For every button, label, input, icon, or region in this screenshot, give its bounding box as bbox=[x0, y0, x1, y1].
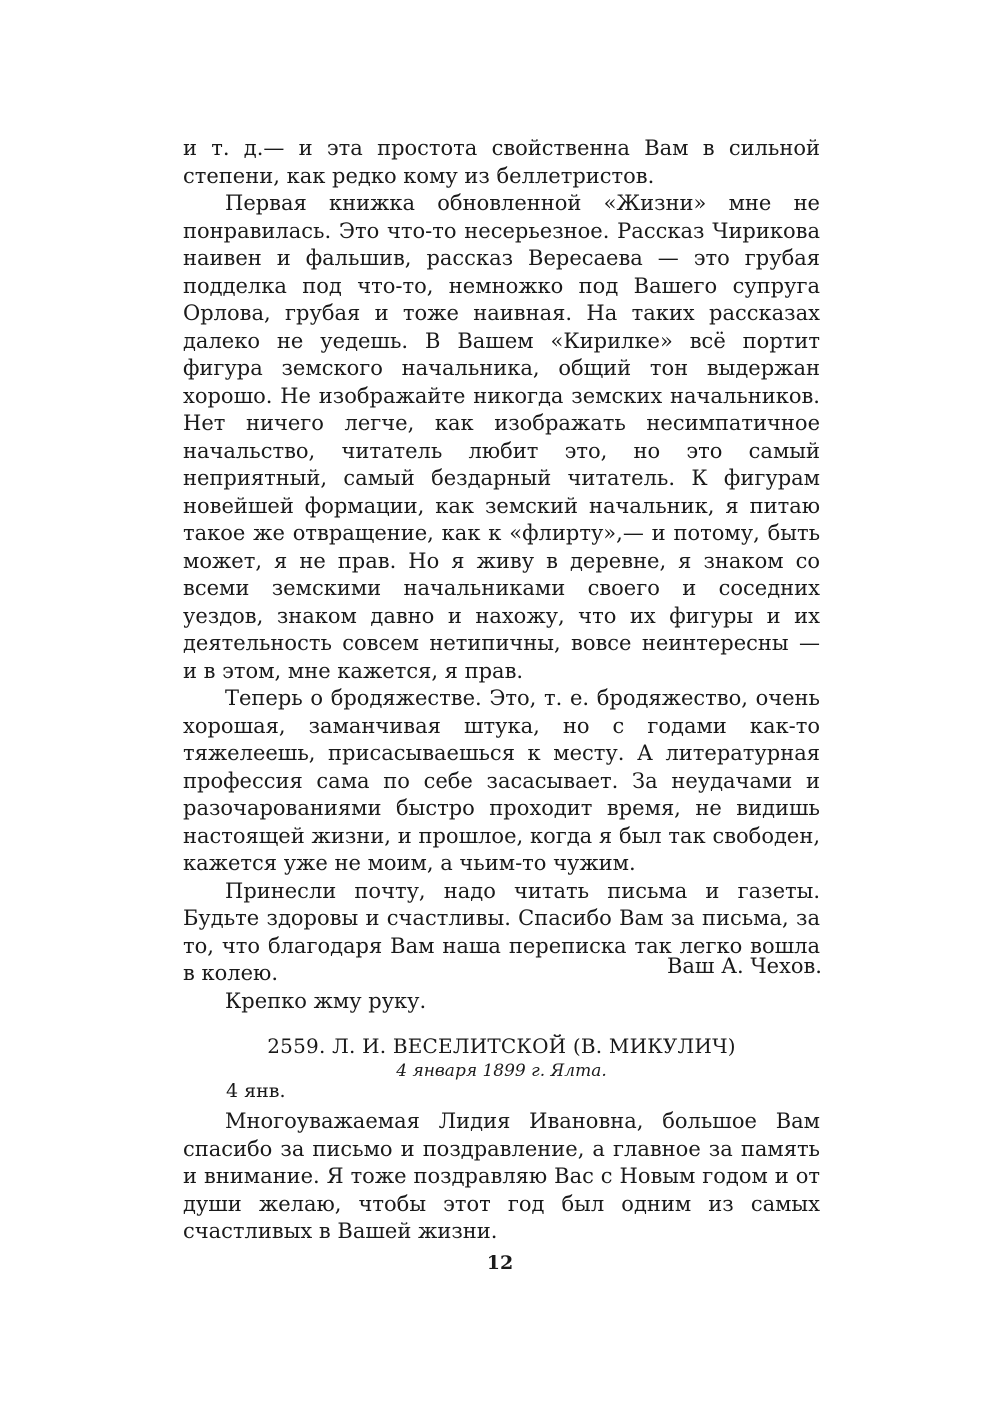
next-letter-paragraph-1: Многоуважаемая Лидия Ивановна, большое Вам спасибо за письмо и поздравление, а главное за память и внимание. Я тоже поздравляю Вас с Новым годом и от души желаю, чтобы этот год был одним из самых счастливых в Вашей жизни. bbox=[183, 1109, 820, 1243]
letter-continuation bbox=[183, 135, 820, 1015]
page-number: 12 bbox=[486, 1252, 514, 1274]
letter-dateline: 4 янв. bbox=[226, 1080, 286, 1102]
next-letter-body bbox=[183, 1108, 820, 1246]
paragraph-4: Принесли почту, надо читать письма и газеты. Будьте здоровы и счастливы. Спасибо Вам за письма, за то, что благодаря Вам наша переписка так легко вошла в колею. bbox=[183, 878, 820, 985]
letter-date-place: 4 января 1899 г. Ялта. bbox=[396, 1061, 607, 1081]
paragraph-3: Теперь о бродяжестве. Это, т. е. бродяжество, очень хорошая, заманчивая штука, но с годами как-то тяжелеешь, присасываешься к месту. А литературная профессия сама по себе засасывает. За неудачами и разочарованиями быстро проходит время, не видишь настоящей жизни, и прошлое, когда я был так свободен, кажется уже не моим, а чьим-то чужим. bbox=[183, 686, 820, 875]
paragraph-1: и т. д.— и эта простота свойственна Вам в сильной степени, как редко кому из беллетристов. bbox=[183, 136, 820, 188]
letter-heading: 2559. Л. И. ВЕСЕЛИТСКОЙ (В. МИКУЛИЧ) bbox=[267, 1034, 736, 1058]
signature: Ваш А. Чехов. bbox=[666, 954, 822, 978]
paragraph-2: Первая книжка обновленной «Жизни» мне не понравилась. Это что-то несерьезное. Рассказ Чирикова наивен и фальшив, рассказ Вересаева — это грубая подделка под что-то, немножко под Вашего супруга Орлова, грубая и тоже наивная. На таких рассказах далеко не уедешь. В Вашем «Кирилке» всё портит фигура земского начальника, общий тон выдержан хорошо. Не изображайте никогда земских начальников. Нет ничего легче, как изображать несимпатичное начальство, читатель любит это, но это самый неприятный, самый бездарный читатель. К фигурам новейшей формации, как земский начальник, я питаю такое же отвращение, как к «флирту»,— и потому, быть может, я не прав. Но я живу в деревне, я знаком со всеми земскими начальниками своего и соседних уездов, знаком давно и нахожу, что их фигуры и их деятельность совсем нетипичны, вовсе неинтересны — и в этом, мне кажется, я прав. bbox=[183, 191, 820, 683]
paragraph-5: Крепко жму руку. bbox=[225, 988, 427, 1013]
